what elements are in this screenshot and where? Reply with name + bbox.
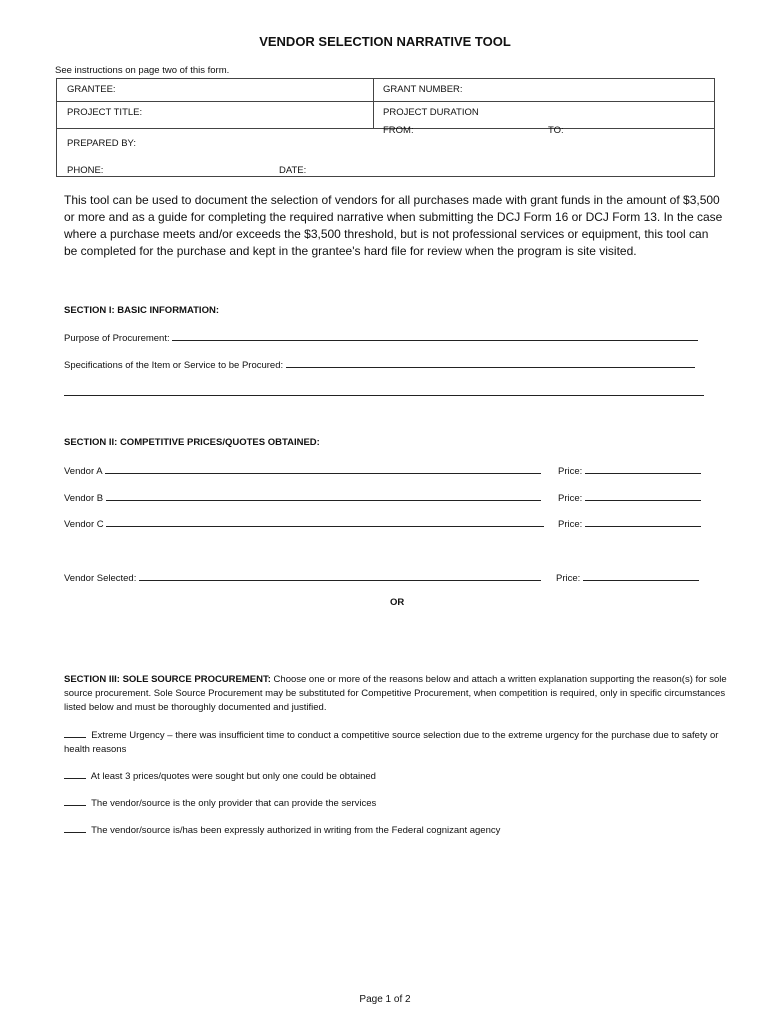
- checkbox-line[interactable]: [64, 728, 86, 738]
- specs-row: [64, 358, 695, 371]
- vendor-b-price-row: [558, 491, 701, 504]
- vendor-a-price-input[interactable]: [585, 464, 701, 474]
- specs-input-line-2[interactable]: [64, 385, 704, 396]
- sole-source-option: [64, 823, 500, 836]
- option-text: The vendor/source is the only provider that can provide the services: [91, 798, 377, 809]
- grant-number-field[interactable]: GRANT NUMBER:: [383, 84, 463, 95]
- vendor-selected-price-input[interactable]: [583, 571, 699, 581]
- option-text: At least 3 prices/quotes were sought but only one could be obtained: [90, 771, 376, 782]
- checkbox-line[interactable]: [64, 769, 86, 779]
- vendor-a-row: [64, 464, 541, 477]
- project-title-field[interactable]: PROJECT TITLE:: [67, 107, 143, 118]
- section-1-heading: SECTION I: BASIC INFORMATION:: [64, 305, 219, 316]
- vendor-selected-label: Vendor Selected:: [64, 573, 137, 584]
- price-label: Price:: [558, 493, 583, 504]
- section-3-description: Choose one or more of the reasons below and attach a written explanation supporting the reason(s) for sole source procurement. Sole Source Procurement may be substituted for Competitive Procurement, when competition is required, only in specific circumstances listed below and must be thoroughly documented and justified.: [64, 674, 727, 713]
- form-title: VENDOR SELECTION NARRATIVE TOOL: [259, 34, 511, 49]
- section-3-heading: SECTION III: SOLE SOURCE PROCUREMENT:: [64, 674, 271, 685]
- purpose-row: [64, 331, 698, 344]
- vendor-c-label: Vendor C: [64, 519, 104, 530]
- vendor-b-price-input[interactable]: [585, 491, 701, 501]
- checkbox-line[interactable]: [64, 823, 86, 833]
- checkbox-line[interactable]: [64, 796, 86, 806]
- vendor-c-price-row: [558, 517, 701, 530]
- vendor-b-row: [64, 491, 541, 504]
- date-field[interactable]: DATE:: [279, 165, 307, 176]
- prepared-by-field[interactable]: PREPARED BY:: [67, 138, 136, 149]
- option-text: The vendor/source is/has been expressly authorized in writing from the Federal cognizant agency: [91, 825, 501, 836]
- vendor-a-label: Vendor A: [64, 466, 103, 477]
- project-duration-label: PROJECT DURATION: [383, 107, 479, 118]
- vendor-b-label: Vendor B: [64, 493, 104, 504]
- sole-source-option: [64, 796, 376, 809]
- specs-label: Specifications of the Item or Service to be Procured:: [64, 360, 284, 371]
- vendor-selected-price-row: [556, 571, 699, 584]
- vendor-selected-input-line[interactable]: [139, 571, 541, 581]
- instructions-note: See instructions on page two of this form.: [55, 65, 230, 76]
- vendor-selected-row: [64, 571, 541, 584]
- vendor-c-price-input[interactable]: [585, 517, 701, 527]
- section-3-block: [64, 673, 744, 715]
- column-divider: [373, 79, 374, 128]
- sole-source-option: [64, 769, 376, 782]
- specs-input-line[interactable]: [286, 358, 695, 368]
- vendor-c-row: [64, 517, 544, 530]
- vendor-a-price-row: [558, 464, 701, 477]
- vendor-b-input-line[interactable]: [106, 491, 541, 501]
- vendor-a-input-line[interactable]: [105, 464, 541, 474]
- price-label: Price:: [558, 466, 583, 477]
- grantee-field[interactable]: GRANTEE:: [67, 84, 116, 95]
- phone-field[interactable]: PHONE:: [67, 165, 104, 176]
- or-divider: OR: [390, 597, 405, 608]
- section-2-heading: SECTION II: COMPETITIVE PRICES/QUOTES OBTAINED:: [64, 437, 320, 448]
- price-label: Price:: [558, 519, 583, 530]
- intro-paragraph: This tool can be used to document the selection of vendors for all purchases made with grant funds in the amount of $3,500 or more and as a guide for completing the required narrative when submitting the DCJ Form 16 or DCJ Form 13. In the case where a purchase meets and/or exceeds the $3,500 threshold, but is not professional services or equipment, this tool can be completed for the purchase and kept in the grantee's hard file for review when the program is site visited.: [64, 193, 723, 258]
- purpose-label: Purpose of Procurement:: [64, 333, 170, 344]
- to-field[interactable]: TO:: [548, 125, 564, 136]
- option-text: Extreme Urgency – there was insufficient time to conduct a competitive source selection due to the extreme urgency for the purchase due to safety or health reasons: [64, 730, 719, 755]
- row-divider: [57, 101, 714, 102]
- price-label: Price:: [556, 573, 581, 584]
- purpose-input-line[interactable]: [172, 331, 698, 341]
- page-number: Page 1 of 2: [359, 994, 411, 1005]
- sole-source-option: [64, 728, 744, 757]
- header-info-box: [56, 78, 715, 177]
- vendor-c-input-line[interactable]: [106, 517, 544, 527]
- from-field[interactable]: FROM:: [383, 125, 414, 136]
